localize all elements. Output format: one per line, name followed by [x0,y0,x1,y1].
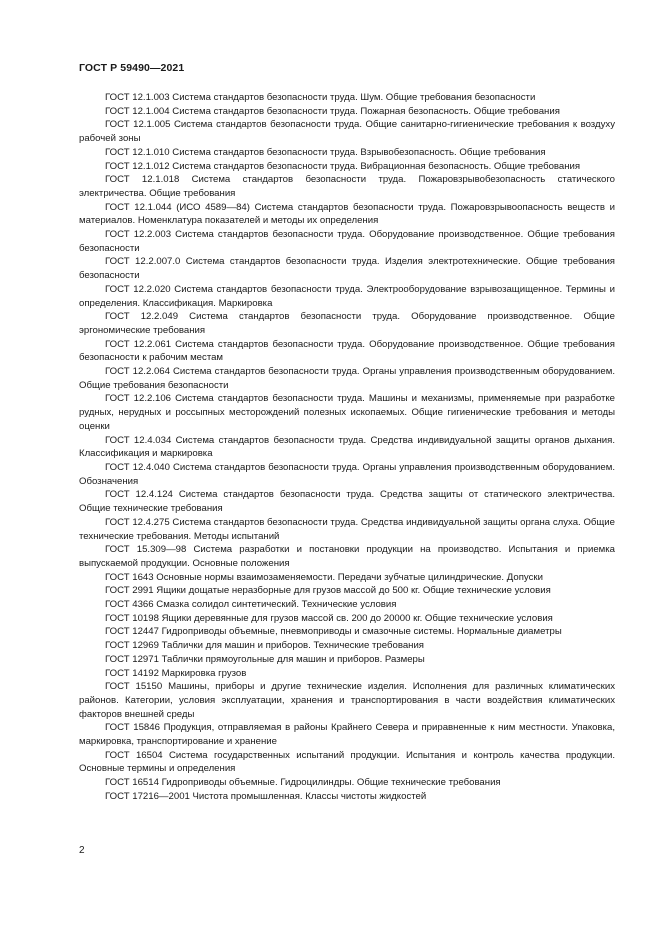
reference-item: ГОСТ 17216—2001 Чистота промышленная. Классы чистоты жидкостей [105,790,427,802]
reference-item: ГОСТ 12.1.018 Система стандартов безопасности труда. Пожаровзрывобезопасность статического электричества. Общие требования [79,174,615,199]
reference-item: ГОСТ 12969 Таблички для машин и приборов. Технические требования [105,640,425,652]
reference-item: ГОСТ 12.1.010 Система стандартов безопасности труда. Взрывобезопасность. Общие требования [105,146,546,158]
reference-item: ГОСТ 12.2.106 Система стандартов безопасности труда. Машины и механизмы, применяемые при разработке рудных, нерудных и россыпных месторождений полезных ископаемых. Общие гигиенические требования и методы оценки [79,393,615,432]
reference-item: ГОСТ 12.2.061 Система стандартов безопасности труда. Оборудование производственное. Общие требования безопасности к рабочим местам [79,338,615,364]
reference-item: ГОСТ 10198 Ящики деревянные для грузов массой св. 200 до 20000 кг. Общие технические условия [105,612,553,624]
reference-item: ГОСТ 12.1.044 (ИСО 4589—84) Система стандартов безопасности труда. Пожаровзрывоопасность веществ и материалов. Номенклатура показателей и методы их определения [79,201,615,227]
reference-item: ГОСТ 1643 Основные нормы взаимозаменяемости. Передачи зубчатые цилиндрические. Допуски [105,571,543,583]
reference-item: ГОСТ 15.309—98 Система разработки и постановки продукции на производство. Испытания и приемка выпускаемой продукции. Основные положения [79,544,615,569]
reference-item: ГОСТ 16514 Гидроприводы объемные. Гидроцилиндры. Общие технические требования [105,777,501,789]
normative-references-list [79,91,615,804]
reference-item: ГОСТ 15846 Продукция, отправляемая в районы Крайнего Севера и приравненные к ним местности. Упаковка, маркировка, транспортирование и хранение [79,722,615,748]
reference-item: ГОСТ 12.1.003 Система стандартов безопасности труда. Шум. Общие требования безопасности [105,92,536,103]
standard-designation: ГОСТ Р 59490—2021 [79,62,185,74]
reference-item: ГОСТ 4366 Смазка солидол синтетический. Технические условия [105,599,397,611]
reference-item: ГОСТ 15150 Машины, приборы и другие технические изделия. Исполнения для различных климатических районов. Категории, условия эксплуатации, хранения и транспортирования в части воздействия климатических факторов внешней среды [79,681,615,720]
reference-item: ГОСТ 14192 Маркировка грузов [105,667,247,679]
reference-item: ГОСТ 2991 Ящики дощатые неразборные для грузов массой до 500 кг. Общие технические условия [105,585,551,597]
reference-item: ГОСТ 12.4.034 Система стандартов безопасности труда. Средства индивидуальной защиты органов дыхания. Классификация и маркировка [79,434,615,460]
reference-item: ГОСТ 12.4.040 Система стандартов безопасности труда. Органы управления производственным оборудованием. Обозначения [79,461,615,487]
reference-item: ГОСТ 12.2.007.0 Система стандартов безопасности труда. Изделия электротехнические. Общие требования безопасности [79,256,615,282]
reference-item: ГОСТ 12.1.005 Система стандартов безопасности труда. Общие санитарно-гигиенические требования к воздуху рабочей зоны [79,119,615,145]
reference-item: ГОСТ 12.2.049 Система стандартов безопасности труда. Оборудование производственное. Общие эргономические требования [79,311,615,336]
reference-item: ГОСТ 12.2.020 Система стандартов безопасности труда. Электрооборудование взрывозащищенное. Термины и определения. Классификация. Маркировка [79,283,615,309]
reference-item: ГОСТ 12.1.012 Система стандартов безопасности труда. Вибрационная безопасность. Общие требования [105,160,581,172]
reference-item: ГОСТ 12.4.275 Система стандартов безопасности труда. Средства индивидуальной защиты органа слуха. Общие технические требования. Методы испытаний [79,516,615,542]
reference-item: ГОСТ 12971 Таблички прямоугольные для машин и приборов. Размеры [105,653,425,665]
reference-item: ГОСТ 12.2.064 Система стандартов безопасности труда. Органы управления производственным оборудованием. Общие требования безопасности [79,366,615,391]
reference-item: ГОСТ 12447 Гидроприводы объемные, пневмоприводы и смазочные системы. Нормальные диаметры [105,626,562,638]
page-number: 2 [79,845,85,856]
reference-item: ГОСТ 12.1.004 Система стандартов безопасности труда. Пожарная безопасность. Общие требования [105,105,560,117]
reference-item: ГОСТ 16504 Система государственных испытаний продукции. Испытания и контроль качества продукции. Основные термины и определения [79,749,615,775]
reference-item: ГОСТ 12.4.124 Система стандартов безопасности труда. Средства защиты от статического электричества. Общие технические требования [79,489,615,515]
reference-item: ГОСТ 12.2.003 Система стандартов безопасности труда. Оборудование производственное. Общие требования безопасности [79,229,615,254]
